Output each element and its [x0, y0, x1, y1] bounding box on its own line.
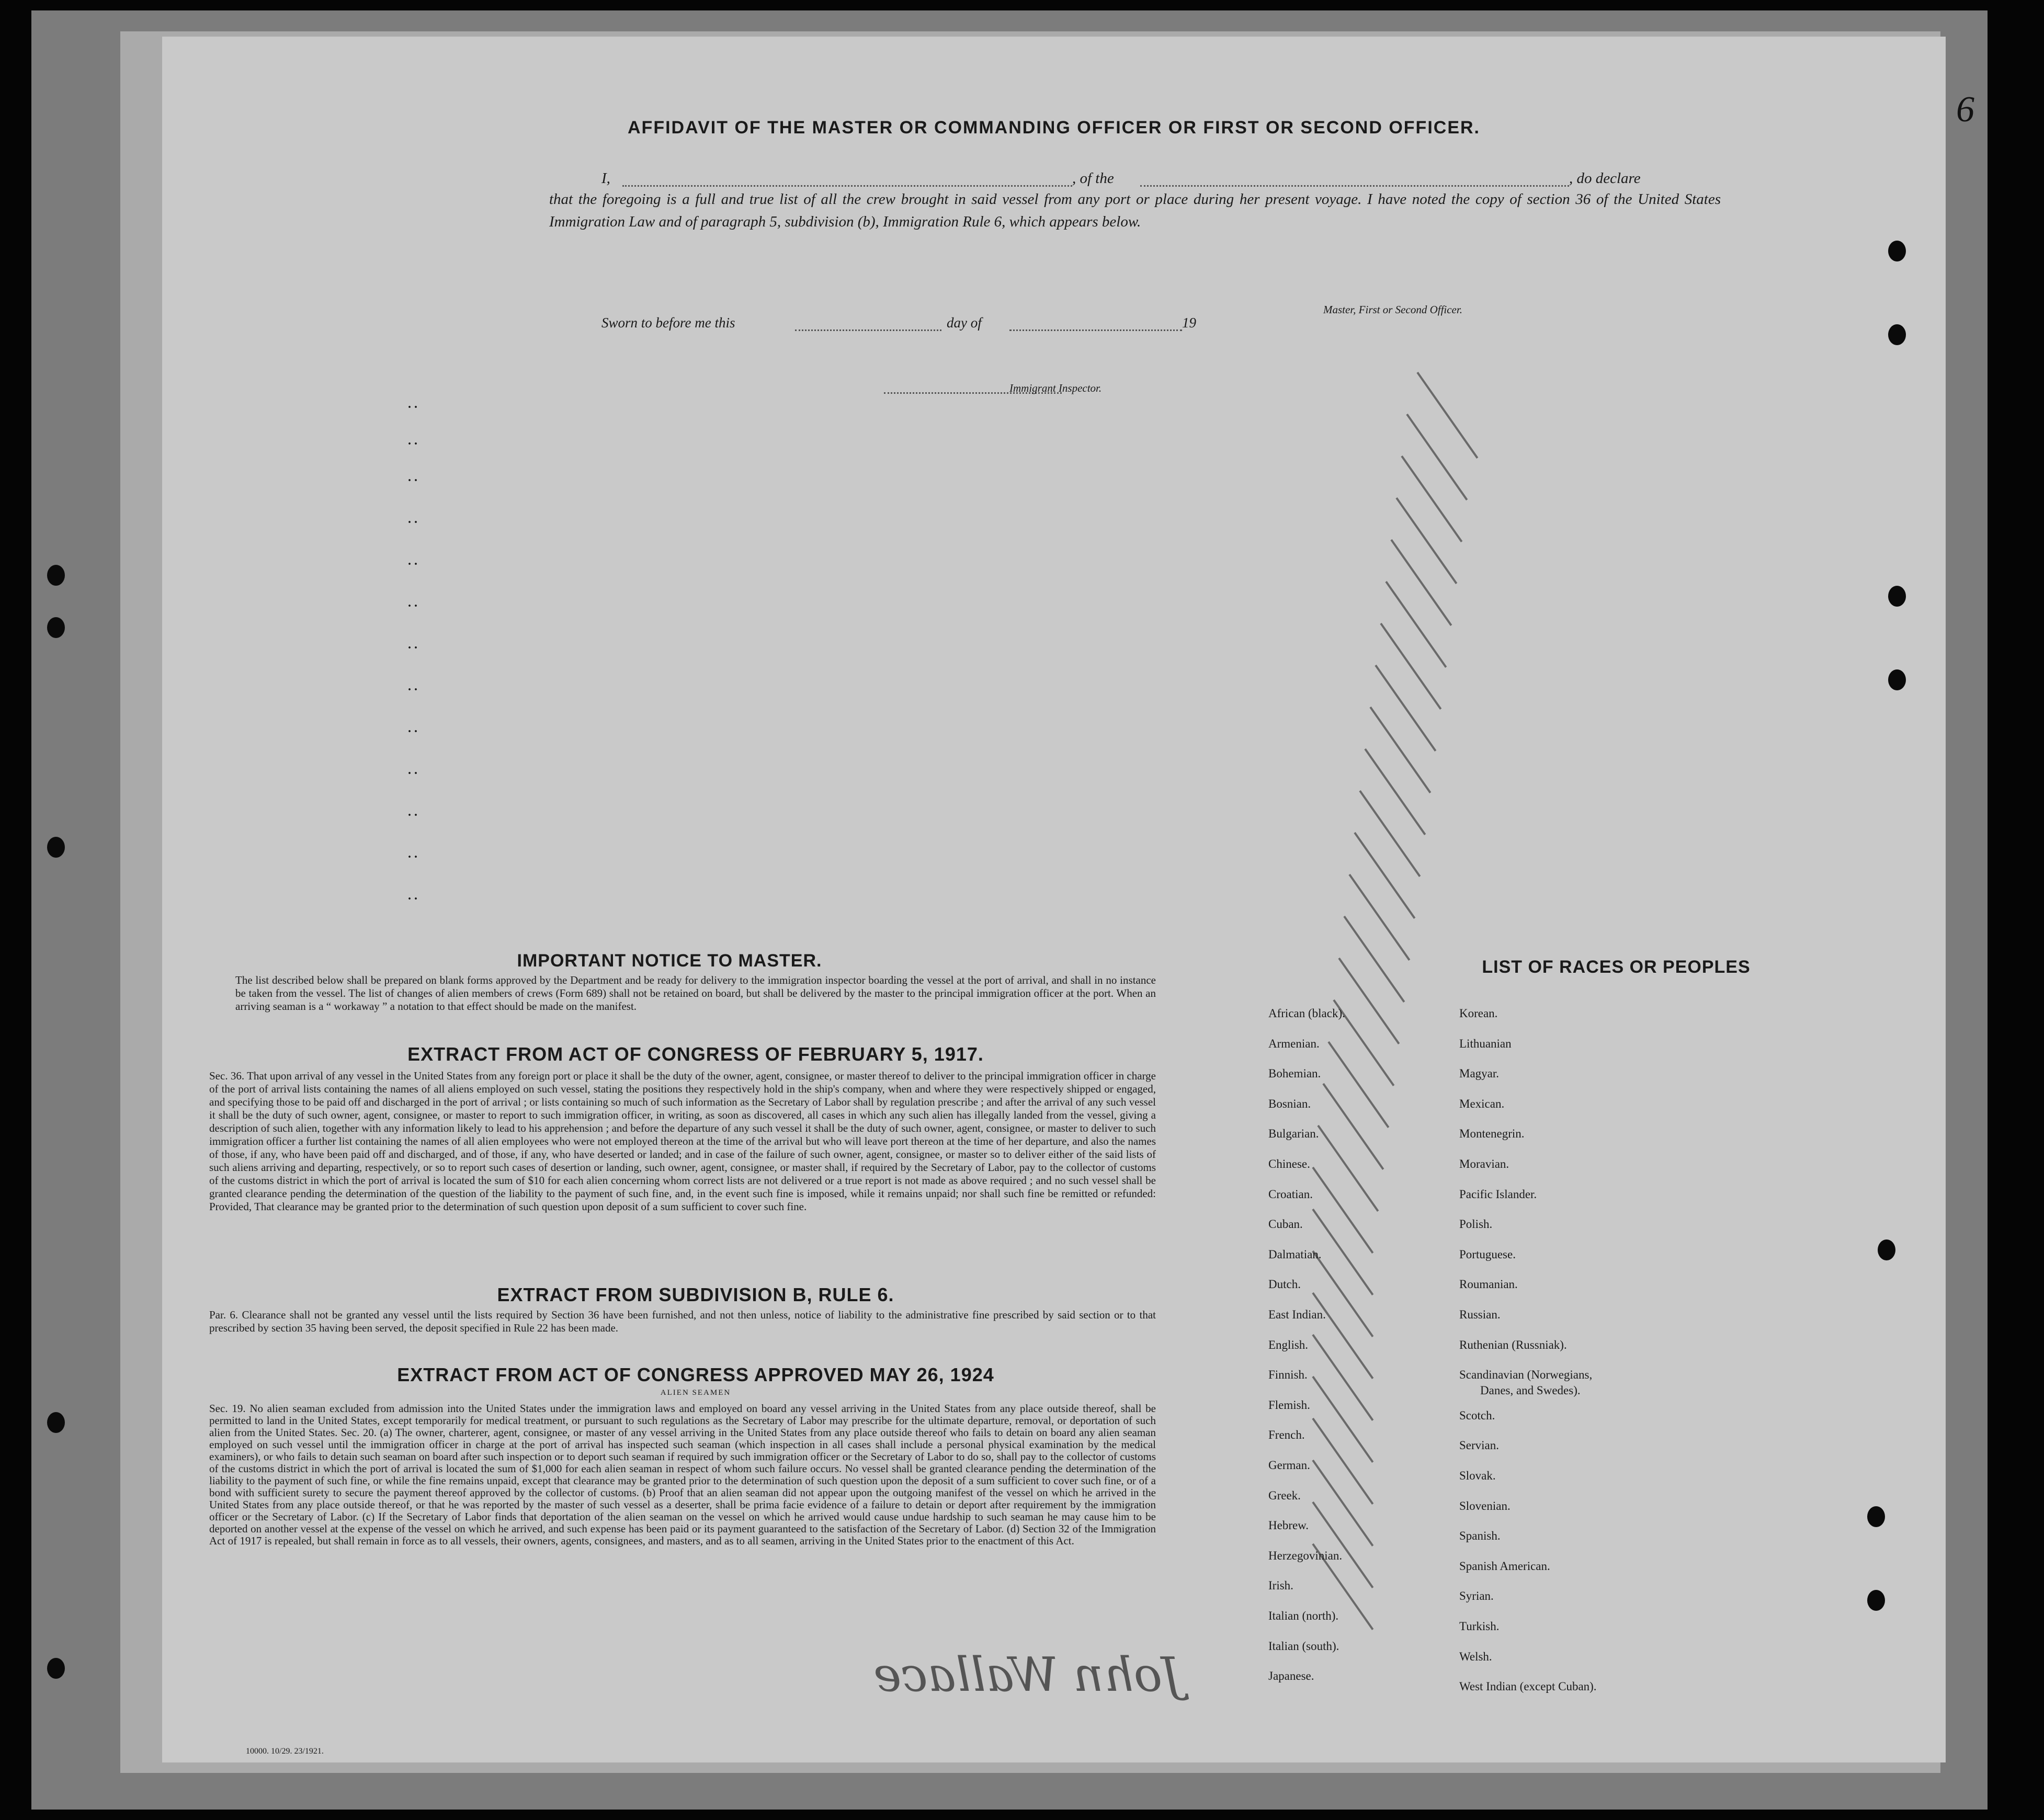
affidavit-of-the: , of the: [1072, 170, 1114, 187]
notice-title: IMPORTANT NOTICE TO MASTER.: [517, 951, 822, 971]
extract-1924-text: Sec. 19. No alien seaman excluded from admission into the United States under the immigration laws and employed on board any vessel arriving in the United States from any place outside thereof, shall be permitted to land in the United States, except temporarily for medical treatment, or pursuant to such regulations as the Secretary of Labor may prescribe for the ultimate departure, removal, or deportation of such alien from the United States. Sec. 20. (a) The owner, charterer, agent, consignee, or master of any vessel arriving in the United States from any place outside thereof who fails to detain on board any alien seaman employed on such vessel until the immigration officer in charge at the port of arrival has inspected such seaman (which inspection in all cases shall include a personal physical examination by the medical examiners), or who fails to detain such seaman on board after such inspection or to deport such seaman if required by such immigration officer or the Secretary of Labor to do so, shall pay to the collector of customs of the customs district in which the port of arrival is located the sum of $1,000 for each alien seaman in respect of whom such failure occurs. No vessel shall be granted clearance pending the determination of the liability to the payment of such fine, or while the fine remains unpaid, except that clearance may be granted prior to the determination of such question upon the deposit of a sum sufficient to cover such fine, or of a bond with sufficient surety to secure the payment thereof approved by the collector of customs. (b) Proof that an alien seaman did not appear upon the outgoing manifest of the vessel on which he arrived in the United States from any place outside thereof, or that he was reported by the master of such vessel as a deserter, shall be prima facie evidence of a failure to detain or deport after requirement by the immigration officer or the Secretary of Labor. (c) If the Secretary of Labor finds that deportation of the alien seaman on the vessel on which he arrived would cause undue hardship to such seaman he may cause him to be deported on another vessel at the expense of the vessel on which he arrived, and such expense has been paid or its payment guaranteed to the satisfaction of the Secretary of Labor. (d) Section 32 of the Immigration Act of 1917 is repealed, but shall remain in force as to all vessels, their owners, agents, consignees, and masters, and as to all seamen, arriving in the United States prior to the enactment of this Act.: [209, 1402, 1156, 1547]
race-item: French.: [1268, 1428, 1305, 1442]
race-item: Chinese.: [1268, 1157, 1310, 1170]
race-item: Irish.: [1268, 1579, 1293, 1592]
race-item: East Indian.: [1268, 1308, 1326, 1321]
race-item: Hebrew.: [1268, 1519, 1309, 1532]
month-blank[interactable]: [1009, 314, 1182, 331]
race-item: Slovenian.: [1459, 1499, 1511, 1512]
extract-1917-text: Sec. 36. That upon arrival of any vessel in the United States from any foreign port or place it shall be the duty of the owner, agent, consignee, or master thereof to deliver to the principal immigration officer in charge of the port of arrival lists containing the names of all aliens employed on such vessel, stating the positions they respectively hold in the ship's company, when and where they were respectively shipped or engaged, and specifying those to be paid off and discharged in the port of arrival ; or lists containing so much of such information as the Secretary of Labor shall by regulation prescribe ; and after the arrival of any such vessel it shall be the duty of such owner, agent, consignee, or master to report to such immigration officer, in writing, as soon as discovered, all cases in which any such alien has illegally landed from the vessel, giving a description of such alien, together with any information likely to lead to his apprehension ; and before the departure of any such vessel it shall be the duty of such owner, agent, consignee, or master to deliver to such immigration officer a further list containing the names of all alien employees who were not employed thereon at the time of the arrival but who will leave port thereon at the time of her departure, and also the names of those, if any, who have been paid off and discharged, and of those, if any, who have deserted or landed; and in case of the failure of such owner, agent, consignee, or master so to deliver either of the said lists of such aliens arriving and departing, respectively, or so to report such cases of desertion or landing, such owner, agent, consignee, or master shall, if required by the Secretary of Labor, pay to the collector of customs of the customs district in which the port of arrival is located the sum of $10 for each alien concerning whom correct lists are not delivered or a true report is not made as above required ; and no such vessel shall be granted clearance pending the determination of the question of the liability to the payment of such fine, and, in the event such fine is imposed, while it remains unpaid; nor shall such fine be remitted or refunded: Provided, That clearance may be granted prior to the determination of such question upon deposit of a sum sufficient to cover such fine.: [209, 1070, 1156, 1213]
affidavit-title: AFFIDAVIT OF THE MASTER OR COMMANDING OFFICER OR FIRST OR SECOND OFFICER.: [628, 118, 1480, 138]
race-item: Croatian.: [1268, 1187, 1313, 1201]
binder-hole: [1867, 1506, 1885, 1527]
race-item: Armenian.: [1268, 1037, 1320, 1050]
race-item: African (black).: [1268, 1007, 1345, 1020]
race-item: Bohemian.: [1268, 1067, 1321, 1080]
race-item: Cuban.: [1268, 1218, 1303, 1231]
binder-hole: [47, 565, 65, 586]
vessel-blank[interactable]: [1140, 172, 1569, 187]
signature-mark: John Wallace: [873, 1647, 1182, 1702]
race-item: Roumanian.: [1459, 1278, 1518, 1291]
race-item: Spanish American.: [1459, 1559, 1550, 1573]
race-item: Moravian.: [1459, 1157, 1509, 1170]
binder-hole: [1878, 1239, 1895, 1260]
race-item: Korean.: [1459, 1007, 1498, 1020]
race-item: Dutch.: [1268, 1278, 1301, 1291]
race-item: Scotch.: [1459, 1408, 1495, 1422]
race-item: Pacific Islander.: [1459, 1187, 1537, 1201]
races-title: LIST OF RACES OR PEOPLES: [1482, 957, 1751, 977]
race-item: German.: [1268, 1459, 1310, 1472]
sworn-label: Sworn to before me this: [601, 315, 735, 331]
race-item: Scandinavian (Norwegians,: [1459, 1368, 1593, 1382]
binder-hole: [1888, 324, 1906, 345]
race-item: Magyar.: [1459, 1067, 1500, 1080]
race-item: Servian.: [1459, 1439, 1500, 1452]
year-label: 19: [1182, 315, 1196, 331]
sworn-day-blank[interactable]: [795, 314, 941, 331]
race-item: Ruthenian (Russniak).: [1459, 1338, 1567, 1351]
race-item: Turkish.: [1459, 1620, 1500, 1633]
inspector-label: Immigrant Inspector.: [1009, 382, 1102, 394]
binder-hole: [1888, 669, 1906, 690]
binder-hole: [1888, 586, 1906, 607]
race-item: Lithuanian: [1459, 1037, 1512, 1050]
race-item: Greek.: [1268, 1488, 1301, 1502]
day-of-label: day of: [947, 315, 982, 331]
name-blank[interactable]: [622, 172, 1072, 187]
affidavit-i: I,: [601, 170, 610, 187]
binder-hole: [47, 617, 65, 638]
page-number-mark: 6: [1956, 89, 1974, 130]
race-item: Italian (north).: [1268, 1609, 1339, 1622]
race-item: Mexican.: [1459, 1097, 1505, 1110]
race-item: Bulgarian.: [1268, 1127, 1319, 1141]
race-item: West Indian (except Cuban).: [1459, 1680, 1597, 1693]
binder-hole: [47, 837, 65, 858]
form-code: 10000. 10/29. 23/1921.: [246, 1747, 324, 1756]
race-item: Herzegovinian.: [1268, 1549, 1343, 1562]
alien-seamen-subtitle: ALIEN SEAMEN: [660, 1389, 731, 1397]
extract-1917-title: EXTRACT FROM ACT OF CONGRESS OF FEBRUARY 5, 1917.: [407, 1043, 984, 1065]
race-item: Welsh.: [1459, 1650, 1492, 1663]
race-item: Polish.: [1459, 1218, 1493, 1231]
race-item: Portuguese.: [1459, 1247, 1516, 1261]
race-item: Slovak.: [1459, 1469, 1496, 1482]
race-item: Russian.: [1459, 1308, 1501, 1321]
extract-rule6-title: EXTRACT FROM SUBDIVISION B, RULE 6.: [497, 1284, 894, 1305]
binder-hole: [47, 1412, 65, 1433]
race-item: Italian (south).: [1268, 1639, 1339, 1653]
race-item: Flemish.: [1268, 1398, 1310, 1412]
binder-hole: [1867, 1590, 1885, 1611]
race-item: Montenegrin.: [1459, 1127, 1525, 1141]
notice-text: The list described below shall be prepared on blank forms approved by the Department and be ready for delivery to the immigration inspector boarding the vessel at the port of arrival, and shall in no instance be taken from the vessel. The list of changes of alien members of crews (Form 689) shall not be retained on board, but shall be delivered by the master to the principal immigration officer at the port. When an arriving seaman is a “ workaway ” a notation to that effect should be made on the manifest.: [235, 974, 1156, 1013]
affidavit-declare: , do declare: [1569, 170, 1641, 187]
extract-1924-title: EXTRACT FROM ACT OF CONGRESS APPROVED MAY 26, 1924: [397, 1364, 994, 1385]
master-signature-label: Master, First or Second Officer.: [1323, 303, 1462, 316]
race-item: Dalmatian.: [1268, 1247, 1322, 1261]
binder-hole: [1888, 241, 1906, 261]
race-item: Bosnian.: [1268, 1097, 1311, 1110]
race-item: Spanish.: [1459, 1529, 1501, 1543]
race-item: Japanese.: [1268, 1669, 1314, 1683]
extract-rule6-text: Par. 6. Clearance shall not be granted any vessel until the lists required by Section 36 have been furnished, and not then unless, notice of liability to the administrative fine prescribed by said section or to that prescribed by section 35 having been served, the deposit specified in Rule 22 has been made.: [209, 1309, 1156, 1334]
race-item: English.: [1268, 1338, 1309, 1351]
race-item-continued: Danes, and Swedes).: [1480, 1384, 1581, 1397]
race-item: Finnish.: [1268, 1368, 1308, 1382]
form-page: 6 AFFIDAVIT OF THE MASTER OR COMMANDING OFFICER OR FIRST OR SECOND OFFICER. I, , of the , do declare that the foregoing is a full and true list of all the crew brought in said vessel from any port or place during her present voyage. I have noted the copy of section 36 of the United States Immigration Law and of paragraph 5, subdivision (b), Immigration Rule 6, which appears below. Master, First or Second Officer. Sworn to before me this day of 19 Immigrant Inspector. . . . . . . . . . . . . . . . . . . . . . . . . . . IMPORTANT NOTICE TO MASTER. The list described below shall be prepared on blank forms approved by the Department and be ready for delivery to the immigration inspector boarding the vessel at the port of arrival, and shall in no instance be taken from the vessel. The list of changes of alien members of crews (Form 689) shall not be retained on board, but shall be delivered by the master to the principal immigration officer at the port. When an arriving seaman is a “ workaway ” a notation to that effect should be made on the manifest. EXTRACT FROM ACT OF CONGRESS OF FEBRUARY 5, 1917. Sec. 36. That upon arrival of any vessel in the United States from any foreign port or place it shall be the duty of the owner, agent, consignee, or master thereof to deliver to the principal immigration officer in charge of the port of arrival lists containing the names of all aliens employed on such vessel, stating the positions they respectively hold in the ship's company, when and where they were respectively shipped or engaged, and specifying those to be paid off and discharged in the port of arrival ; or lists containing so much of such information as the Secretary of Labor shall by regulation prescribe ; and after the arrival of any such vessel it shall be the duty of such owner, agent, consignee, or master to report to such immigration officer, in writing, as soon as discovered, all cases in which any such alien has illegally landed from the vessel, giving a description of such alien, together with any information likely to lead to his apprehension ; and before the departure of any such vessel it shall be the duty of such owner, agent, consignee, or master to deliver to such immigration officer a further list containing the names of all alien employees who were not employed thereon at the time of the arrival but who will leave port thereon at the time of her departure, and also the names of those, if any, who have been paid off and discharged, and of those, if any, who have deserted or landed; and in case of the failure of such owner, agent, consignee, or master so to deliver either of the said lists of such aliens arriving and departing, respectively, or so to report such cases of desertion or landing, such owner, agent, consignee, or master shall, if required by the Secretary of Labor, pay to the collector of customs of the customs district in which the port of arrival is located the sum of $10 for each alien concerning whom correct lists are not delivered or a true report is not made as above required ; and no such vessel shall be granted clearance pending the determination of the question of the liability to the payment of such fine, and, in the event such fine is imposed, while it remains unpaid; nor shall such fine be remitted or refunded: Provided, That clearance may be granted prior to the determination of such question upon deposit of a sum sufficient to cover such fine. EXTRACT FROM SUBDIVISION B, RULE 6. Par. 6. Clearance shall not be granted any vessel until the lists required by Section 36 have been furnished, and not then unless, notice of liability to the administrative fine prescribed by said section or to that prescribed by section 35 having been served, the deposit specified in Rule 22 has been made. EXTRACT FROM ACT OF CONGRESS APPROVED MAY 26, 1924 ALIEN SEAMEN Sec. 19. No alien seaman excluded from admission into the United States under the immigration laws and employed on board any vessel arriving in the United States from any place outside thereof, shall be permitted to land in the United States, except temporarily for medical treatment, or pursuant to such regulations as the Secretary of Labor may prescribe for the ultimate departure, removal, or deportation of such alien from the United States. Sec. 20. (a) The owner, charterer, agent, consignee, or master of any vessel arriving in the United States from any place outside thereof who fails to detain on board any alien seaman employed on such vessel until the immigration officer in charge at the port of arrival has inspected such seaman (which inspection in all cases shall include a personal physical examination by the medical examiners), or who fails to detain such seaman on board after such inspection or to deport such seaman if required by such immigration officer or the Secretary of Labor to do so, shall pay to the collector of customs of the customs district in which the port of arrival is located the sum of $1,000 for each alien seaman in respect of whom such failure occurs. No vessel shall be granted clearance pending the determination of the liability to the payment of such fine, or while the fine remains unpaid, except that clearance may be granted prior to the determination of such question upon the deposit of a sum sufficient to cover such fine, or of a bond with sufficient surety to secure the payment thereof approved by the collector of customs. (b) Proof that an alien seaman did not appear upon the outgoing manifest of the vessel on which he arrived in the United States from any place outside thereof, or that he was reported by the master of such vessel as a deserter, shall be prima facie evidence of a failure to detain or deport after requirement by the immigration officer or the Secretary of Labor. (c) If the Secretary of Labor finds that deportation of the alien seaman on the vessel on which he arrived would cause undue hardship to such seaman he may cause him to be deported on another vessel at the expense of the vessel on which he arrived, and such expense has been paid or its payment guaranteed to the satisfaction of the Secretary of Labor. (d) Section 32 of the Immigration Act of 1917 is repealed, but shall remain in force as to all vessels, their owners, agents, consignees, and masters, and as to all seamen, arriving in the United States prior to the enactment of this Act. John Wallace 10000. 10/29. 23/1921. LIST OF RACES OR PEOPLES African (black). Armenian. Bohemian. Bosnian. Bulgarian. Chinese. Croatian. Cuban. Dalmatian. Dutch. East Indian. English. Finnish. Flemish. French. German. Greek. Hebrew. Herzegovinian. Irish. Italian (north). Italian (south). Japanese. Korean. Lithuanian Magyar. Mexican. Montenegrin. Moravian. Pacific Islander. Polish. Portuguese. Roumanian. Russian. Ruthenian (Russniak). Scandinavian (Norwegians, Scotch. Servian. Slovak. Slovenian. Spanish. Spanish American. Syrian. Turkish. Welsh. West Indian (except Cuban). Danes, and Swedes).: [162, 37, 1946, 1762]
affidavit-text: that the foregoing is a full and true list of all the crew brought in said vessel from any port or place during her present voyage. I have noted the copy of section 36 of the United States Immigration Law and of paragraph 5, subdivision (b), Immigration Rule 6, which appears below.: [549, 191, 1721, 230]
race-item: Syrian.: [1459, 1589, 1494, 1603]
binder-hole: [47, 1658, 65, 1679]
